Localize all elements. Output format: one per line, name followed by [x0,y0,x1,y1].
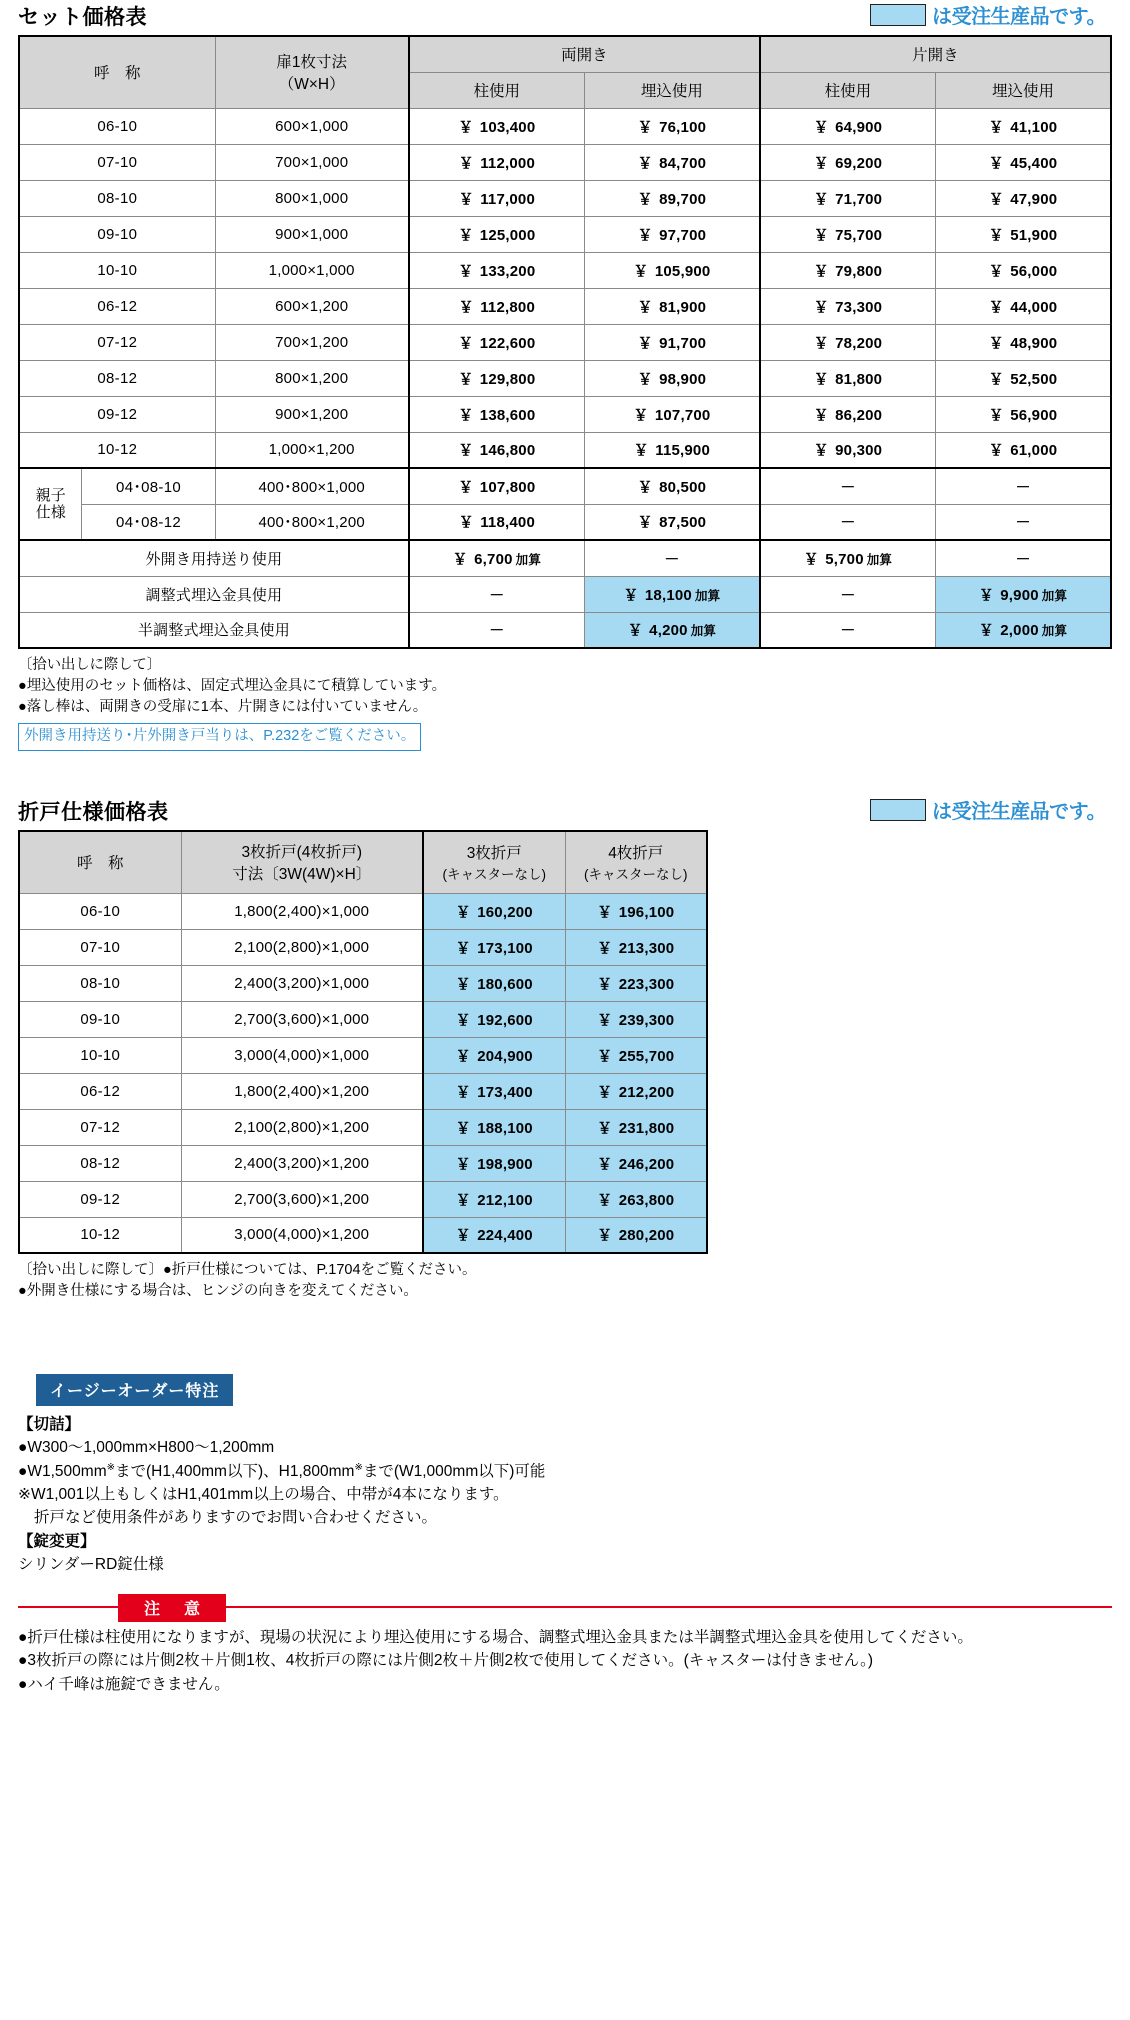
oyako-label-line2: 仕様 [35,504,66,521]
row-code: 06-12 [19,1073,181,1109]
row-code: 09-12 [19,396,215,432]
table-row [19,1037,707,1073]
price-cell: ￥ 115,900 [584,432,760,468]
price-cell: ￥ 196,100 [565,893,707,929]
table-row [19,108,1111,144]
header-single-door: 片開き [760,36,1111,72]
row-dimension: 400･800×1,200 [215,504,409,540]
table-row [19,1181,707,1217]
yen-symbol: ￥ [455,1047,471,1065]
price-cell: ￥ 180,600 [423,965,565,1001]
yen-symbol: ￥ [458,190,474,208]
price-suffix: 加算 [694,588,721,603]
table-row [19,965,707,1001]
price-cell: ￥ 223,300 [565,965,707,1001]
table-row [19,1217,707,1253]
row-dimension: 900×1,200 [215,396,409,432]
yen-symbol: ￥ [988,262,1004,280]
yen-symbol: ￥ [813,226,829,244]
yen-symbol: ￥ [455,903,471,921]
price-cell: ￥ 81,900 [584,288,760,324]
price-cell-empty: － [409,576,585,612]
yen-symbol: ￥ [988,406,1004,424]
yen-symbol: ￥ [458,514,474,532]
fold-header-dimension [181,831,423,893]
price-cell-empty: － [935,540,1111,576]
row-dimension: 1,800(2,400)×1,200 [181,1073,423,1109]
table-header-row-1 [19,36,1111,72]
row-code: 06-12 [19,288,215,324]
price-cell: ￥ 18,100 加算 [584,576,760,612]
row-code: 04･08-10 [82,468,215,504]
yen-symbol: ￥ [597,1047,613,1065]
yen-symbol: ￥ [455,1011,471,1029]
easy-order-line2-sup2: ※ [354,1461,363,1473]
yen-symbol: ￥ [633,262,649,280]
table-row [19,252,1111,288]
yen-symbol: ￥ [597,1011,613,1029]
yen-symbol: ￥ [452,550,468,568]
price-cell-empty: － [409,612,585,648]
price-cell: ￥ 9,900 加算 [935,576,1111,612]
yen-symbol: ￥ [458,226,474,244]
set-notes-title: 〔拾い出しに際して〕 [18,657,161,673]
caution-line2: ●3枚折戸の際には片側2枚＋片側1枚、4枚折戸の際には片側2枚＋片側2枚で使用してください。(キャスターは付きません。) [18,1652,874,1670]
price-cell: ￥ 160,200 [423,893,565,929]
table-row [19,893,707,929]
price-cell: ￥ 188,100 [423,1109,565,1145]
yen-symbol: ￥ [637,226,653,244]
row-code: 07-12 [19,324,215,360]
table-row [19,180,1111,216]
table-row-addon [19,612,1111,648]
row-dimension: 700×1,000 [215,144,409,180]
section-spacer [18,1302,1112,1364]
row-code: 08-10 [19,965,181,1001]
yen-symbol: ￥ [597,1119,613,1137]
price-cell: ￥ 51,900 [935,216,1111,252]
set-notes-reference-link[interactable]: 外開き用持送り･片外開き戸当りは、P.232をご覧ください。 [18,723,421,751]
fold-header-three-line2: (キャスターなし) [442,867,546,883]
price-cell-empty: － [935,468,1111,504]
price-suffix: 加算 [1041,624,1068,639]
header-double-post: 柱使用 [409,72,585,108]
yen-symbol: ￥ [458,406,474,424]
yen-symbol: ￥ [637,370,653,388]
price-cell-empty: － [760,504,936,540]
yen-symbol: ￥ [988,334,1004,352]
price-cell: ￥ 122,600 [409,324,585,360]
price-cell: ￥ 64,900 [760,108,936,144]
yen-symbol: ￥ [458,478,474,496]
price-cell: ￥ 129,800 [409,360,585,396]
yen-symbol: ￥ [637,298,653,316]
price-cell: ￥ 118,400 [409,504,585,540]
fold-table-notes [18,1260,1112,1302]
row-code: 08-12 [19,360,215,396]
price-cell: ￥ 263,800 [565,1181,707,1217]
section-spacer [18,751,1112,795]
price-cell: ￥ 81,800 [760,360,936,396]
yen-symbol: ￥ [978,622,994,640]
price-cell: ￥ 97,700 [584,216,760,252]
price-cell: ￥ 41,100 [935,108,1111,144]
price-cell: ￥ 73,300 [760,288,936,324]
oyako-spec-label [19,468,82,540]
yen-symbol: ￥ [813,442,829,460]
price-suffix: 加算 [690,624,717,639]
row-code: 08-12 [19,1145,181,1181]
yen-symbol: ￥ [455,939,471,957]
price-cell-empty: － [584,540,760,576]
made-to-order-label: は受注生産品です。 [932,6,1106,28]
price-cell: ￥ 103,400 [409,108,585,144]
set-table-legend [870,0,1112,29]
row-code: 09-10 [19,216,215,252]
yen-symbol: ￥ [988,154,1004,172]
fold-notes-line1: 〔拾い出しに際して〕●折戸仕様については、P.1704をご覧ください。 [18,1262,477,1279]
price-cell: ￥ 56,000 [935,252,1111,288]
yen-symbol: ￥ [813,370,829,388]
table-row-oyako [19,468,1111,504]
table-row [19,360,1111,396]
easy-order-line2-a: ●W1,500mm [18,1462,107,1480]
price-cell-empty: － [760,576,936,612]
price-cell: ￥ 52,500 [935,360,1111,396]
price-cell: ￥ 117,000 [409,180,585,216]
header-single-embed: 埋込使用 [935,72,1111,108]
header-double-embed: 埋込使用 [584,72,760,108]
row-code: 06-10 [19,108,215,144]
price-cell: ￥ 212,100 [423,1181,565,1217]
price-cell: ￥ 255,700 [565,1037,707,1073]
row-dimension: 600×1,200 [215,288,409,324]
table-row [19,216,1111,252]
easy-order-body [18,1413,1112,1576]
row-code: 09-12 [19,1181,181,1217]
row-dimension: 2,700(3,600)×1,200 [181,1181,423,1217]
yen-symbol: ￥ [597,1227,613,1245]
price-cell: ￥ 47,900 [935,180,1111,216]
fold-table-header-row [18,795,1112,824]
row-dimension: 600×1,000 [215,108,409,144]
row-dimension: 700×1,200 [215,324,409,360]
row-dimension: 800×1,000 [215,180,409,216]
caution-line3: ●ハイ千峰は施錠できません。 [18,1675,230,1693]
row-dimension: 2,100(2,800)×1,000 [181,929,423,965]
yen-symbol: ￥ [458,118,474,136]
price-cell: ￥ 239,300 [565,1001,707,1037]
row-code: 04･08-12 [82,504,215,540]
row-dimension: 2,100(2,800)×1,200 [181,1109,423,1145]
header-single-post: 柱使用 [760,72,936,108]
yen-symbol: ￥ [803,550,819,568]
fold-header-four-line2: (キャスターなし) [584,867,688,883]
yen-symbol: ￥ [813,406,829,424]
yen-symbol: ￥ [458,262,474,280]
easy-order-line2-sup1: ※ [106,1461,115,1473]
row-code: 09-10 [19,1001,181,1037]
yen-symbol: ￥ [988,190,1004,208]
price-cell: ￥ 213,300 [565,929,707,965]
price-cell: ￥ 71,700 [760,180,936,216]
easy-order-heading-cut: 【切詰】 [18,1416,81,1434]
yen-symbol: ￥ [988,370,1004,388]
row-code: 08-10 [19,180,215,216]
table-row [19,396,1111,432]
yen-symbol: ￥ [978,586,994,604]
table-row [19,1001,707,1037]
yen-symbol: ￥ [597,939,613,957]
yen-symbol: ￥ [458,442,474,460]
yen-symbol: ￥ [637,478,653,496]
row-dimension: 1,800(2,400)×1,000 [181,893,423,929]
addon-label: 半調整式埋込金具使用 [19,612,409,648]
price-cell: ￥ 91,700 [584,324,760,360]
addon-label: 調整式埋込金具使用 [19,576,409,612]
set-notes-line1: ●埋込使用のセット価格は、固定式埋込金具にて積算しています。 [18,678,447,695]
price-cell: ￥ 86,200 [760,396,936,432]
yen-symbol: ￥ [813,298,829,316]
fold-header-name: 呼 称 [19,831,181,893]
table-row [19,929,707,965]
price-cell: ￥ 90,300 [760,432,936,468]
made-to-order-swatch [870,4,926,26]
set-table-header-row [18,0,1112,29]
easy-order-section [18,1374,1112,1406]
row-dimension: 2,400(3,200)×1,200 [181,1145,423,1181]
yen-symbol: ￥ [637,118,653,136]
row-code: 10-10 [19,1037,181,1073]
easy-order-badge: イージーオーダー特注 [36,1374,233,1406]
yen-symbol: ￥ [455,1155,471,1173]
yen-symbol: ￥ [988,442,1004,460]
price-cell-empty: － [760,612,936,648]
set-table-body [19,108,1111,648]
price-cell: ￥ 204,900 [423,1037,565,1073]
yen-symbol: ￥ [637,334,653,352]
price-cell-empty: － [760,468,936,504]
price-cell: ￥ 192,600 [423,1001,565,1037]
yen-symbol: ￥ [813,154,829,172]
price-cell: ￥ 5,700 加算 [760,540,936,576]
easy-order-line2 [18,1460,1112,1483]
row-code: 10-12 [19,432,215,468]
price-cell: ￥ 280,200 [565,1217,707,1253]
fold-header-four-panel [565,831,707,893]
yen-symbol: ￥ [813,262,829,280]
price-cell: ￥ 112,800 [409,288,585,324]
fold-table-title: 折戸仕様価格表 [18,800,169,824]
price-cell: ￥ 4,200 加算 [584,612,760,648]
price-cell: ￥ 45,400 [935,144,1111,180]
yen-symbol: ￥ [988,226,1004,244]
price-cell: ￥ 44,000 [935,288,1111,324]
set-table-notes [18,655,1112,751]
price-cell: ￥ 133,200 [409,252,585,288]
price-cell: ￥ 80,500 [584,468,760,504]
row-dimension: 800×1,200 [215,360,409,396]
table-row-oyako [19,504,1111,540]
yen-symbol: ￥ [455,1119,471,1137]
easy-order-line2-c: まで(W1,000mm以下)可能 [362,1462,546,1480]
row-dimension: 1,000×1,000 [215,252,409,288]
row-code: 10-12 [19,1217,181,1253]
header-dimension [215,36,409,108]
price-cell: ￥ 75,700 [760,216,936,252]
price-cell: ￥ 246,200 [565,1145,707,1181]
addon-label: 外開き用持送り使用 [19,540,409,576]
fold-table-body [19,893,707,1253]
price-cell: ￥ 84,700 [584,144,760,180]
yen-symbol: ￥ [637,190,653,208]
price-cell: ￥ 138,600 [409,396,585,432]
table-row [19,288,1111,324]
set-price-table [18,35,1112,649]
header-name: 呼 称 [19,36,215,108]
price-cell: ￥ 61,000 [935,432,1111,468]
price-cell: ￥ 2,000 加算 [935,612,1111,648]
table-row [19,144,1111,180]
price-cell: ￥ 173,100 [423,929,565,965]
price-suffix: 加算 [1041,588,1068,603]
price-cell-empty: － [935,504,1111,540]
yen-symbol: ￥ [455,1227,471,1245]
header-dimension-line1: 扉1枚寸法 [276,54,348,72]
yen-symbol: ￥ [455,1083,471,1101]
set-table-title: セット価格表 [18,5,147,29]
fold-notes-line2: ●外開き仕様にする場合は、ヒンジの向きを変えてください。 [18,1283,418,1300]
easy-order-heading-lock: 【錠変更】 [18,1532,96,1550]
price-cell: ￥ 6,700 加算 [409,540,585,576]
row-dimension: 2,700(3,600)×1,000 [181,1001,423,1037]
price-suffix: 加算 [515,552,542,567]
yen-symbol: ￥ [597,903,613,921]
fold-table-legend [870,795,1112,824]
row-code: 07-10 [19,929,181,965]
row-dimension: 900×1,000 [215,216,409,252]
set-notes-line2: ●落し棒は、両開きの受扉に1本、片開きには付いていません。 [18,699,428,716]
price-cell: ￥ 98,900 [584,360,760,396]
caution-line1: ●折戸仕様は柱使用になりますが、現場の状況により埋込使用にする場合、調整式埋込金具または半調整式埋込金具を使用してください。 [18,1629,973,1646]
easy-order-line2-b: まで(H1,400mm以下)、H1,800mm [115,1462,355,1480]
yen-symbol: ￥ [633,442,649,460]
made-to-order-swatch [870,799,926,821]
price-cell: ￥ 231,800 [565,1109,707,1145]
fold-header-row [19,831,707,893]
yen-symbol: ￥ [633,406,649,424]
price-cell: ￥ 89,700 [584,180,760,216]
price-cell: ￥ 78,200 [760,324,936,360]
row-dimension: 400･800×1,000 [215,468,409,504]
yen-symbol: ￥ [988,298,1004,316]
price-cell: ￥ 224,400 [423,1217,565,1253]
price-cell: ￥ 173,400 [423,1073,565,1109]
made-to-order-label: は受注生産品です。 [932,801,1106,824]
yen-symbol: ￥ [623,586,639,604]
yen-symbol: ￥ [627,622,643,640]
yen-symbol: ￥ [597,1083,613,1101]
yen-symbol: ￥ [458,370,474,388]
yen-symbol: ￥ [458,334,474,352]
fold-header-dimension-line1: 3枚折戸(4枚折戸) [241,844,363,862]
caution-label: 注 意 [118,1594,226,1622]
row-dimension: 2,400(3,200)×1,000 [181,965,423,1001]
fold-price-table [18,830,708,1254]
price-cell: ￥ 76,100 [584,108,760,144]
yen-symbol: ￥ [813,118,829,136]
row-dimension: 3,000(4,000)×1,000 [181,1037,423,1073]
fold-header-three-line1: 3枚折戸 [466,845,522,863]
yen-symbol: ￥ [597,1191,613,1209]
yen-symbol: ￥ [637,514,653,532]
row-dimension: 3,000(4,000)×1,200 [181,1217,423,1253]
fold-header-three-panel [423,831,565,893]
easy-order-line1: ●W300～1,000mm×H800～1,200mm [18,1439,275,1457]
yen-symbol: ￥ [988,118,1004,136]
table-row [19,1145,707,1181]
yen-symbol: ￥ [637,154,653,172]
table-row-addon [19,576,1111,612]
easy-order-line4: 折戸など使用条件がありますのでお問い合わせください。 [34,1509,438,1527]
price-cell: ￥ 48,900 [935,324,1111,360]
price-cell: ￥ 87,500 [584,504,760,540]
price-suffix: 加算 [866,552,893,567]
header-dimension-line2: （W×H） [278,76,345,94]
price-cell: ￥ 125,000 [409,216,585,252]
table-row-addon [19,540,1111,576]
oyako-label-line1: 親子 [35,486,66,504]
price-cell: ￥ 107,800 [409,468,585,504]
easy-order-line5: シリンダーRD錠仕様 [18,1555,164,1573]
price-cell: ￥ 56,900 [935,396,1111,432]
price-cell: ￥ 107,700 [584,396,760,432]
yen-symbol: ￥ [458,298,474,316]
yen-symbol: ￥ [455,1191,471,1209]
row-code: 10-10 [19,252,215,288]
fold-header-four-line1: 4枚折戸 [608,845,664,863]
price-cell: ￥ 212,200 [565,1073,707,1109]
yen-symbol: ￥ [597,1155,613,1173]
header-double-door: 両開き [409,36,760,72]
yen-symbol: ￥ [458,154,474,172]
table-row [19,324,1111,360]
price-cell: ￥ 112,000 [409,144,585,180]
price-cell: ￥ 105,900 [584,252,760,288]
table-row [19,432,1111,468]
row-code: 07-12 [19,1109,181,1145]
yen-symbol: ￥ [455,975,471,993]
yen-symbol: ￥ [597,975,613,993]
table-row [19,1109,707,1145]
yen-symbol: ￥ [813,334,829,352]
easy-order-line3: ※W1,001以上もしくはH1,401mm以上の場合、中帯が4本になります。 [18,1486,509,1503]
table-row [19,1073,707,1109]
row-code: 06-10 [19,893,181,929]
price-cell: ￥ 69,200 [760,144,936,180]
caution-bar [18,1594,1112,1620]
caution-body [18,1626,1112,1696]
yen-symbol: ￥ [813,190,829,208]
fold-header-dimension-line2: 寸法〔3W(4W)×H〕 [232,866,372,884]
price-cell: ￥ 198,900 [423,1145,565,1181]
price-cell: ￥ 146,800 [409,432,585,468]
row-dimension: 1,000×1,200 [215,432,409,468]
price-cell: ￥ 79,800 [760,252,936,288]
row-code: 07-10 [19,144,215,180]
